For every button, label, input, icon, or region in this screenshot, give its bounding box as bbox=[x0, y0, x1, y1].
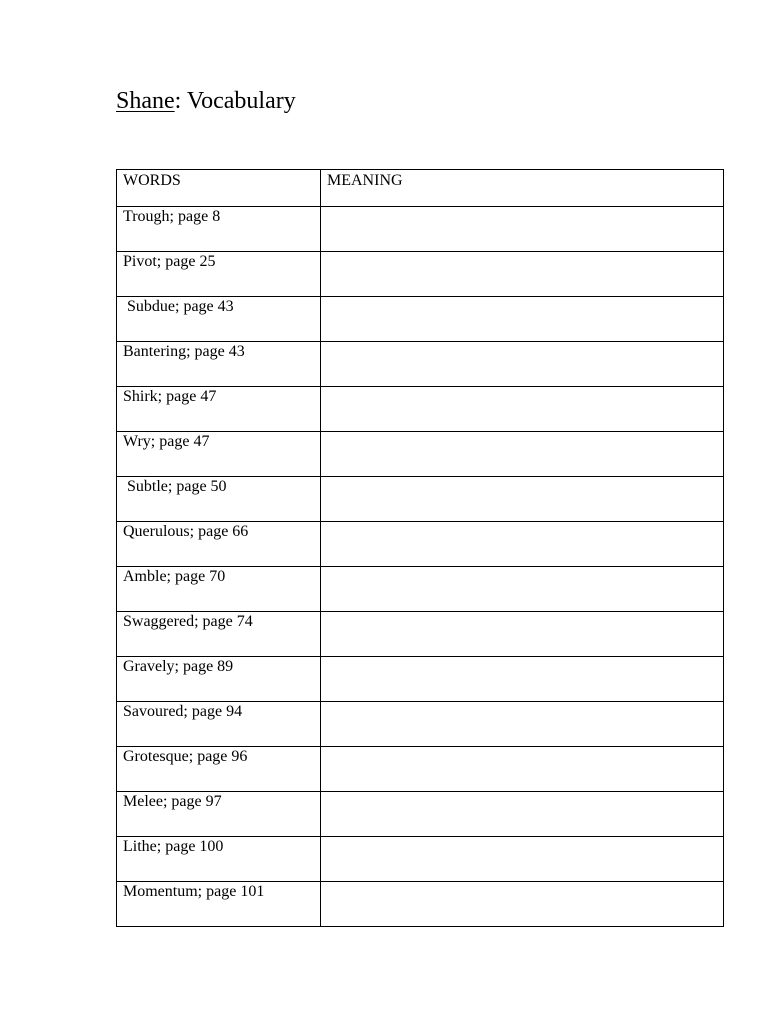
table-row bbox=[117, 207, 724, 252]
book-title: Shane bbox=[116, 88, 175, 114]
meaning-cell[interactable] bbox=[321, 432, 724, 477]
table-row bbox=[117, 522, 724, 567]
table-row bbox=[117, 432, 724, 477]
table-row bbox=[117, 657, 724, 702]
header-words: WORDS bbox=[117, 170, 321, 207]
word-cell: Momentum; page 101 bbox=[117, 882, 321, 927]
word-cell: Wry; page 47 bbox=[117, 432, 321, 477]
word-cell: Bantering; page 43 bbox=[117, 342, 321, 387]
meaning-cell[interactable] bbox=[321, 252, 724, 297]
word-cell: Gravely; page 89 bbox=[117, 657, 321, 702]
title-suffix: : Vocabulary bbox=[174, 88, 296, 114]
table-row bbox=[117, 792, 724, 837]
table-row bbox=[117, 252, 724, 297]
meaning-cell[interactable] bbox=[321, 342, 724, 387]
word-cell: Savoured; page 94 bbox=[117, 702, 321, 747]
table-row bbox=[117, 837, 724, 882]
word-cell: Subtle; page 50 bbox=[117, 477, 321, 522]
meaning-cell[interactable] bbox=[321, 612, 724, 657]
word-cell: Pivot; page 25 bbox=[117, 252, 321, 297]
meaning-cell[interactable] bbox=[321, 747, 724, 792]
table-row bbox=[117, 387, 724, 432]
word-cell: Lithe; page 100 bbox=[117, 837, 321, 882]
table-row bbox=[117, 477, 724, 522]
word-cell: Swaggered; page 74 bbox=[117, 612, 321, 657]
vocabulary-table bbox=[116, 169, 724, 927]
table-row bbox=[117, 702, 724, 747]
meaning-cell[interactable] bbox=[321, 702, 724, 747]
meaning-cell[interactable] bbox=[321, 207, 724, 252]
word-cell: Melee; page 97 bbox=[117, 792, 321, 837]
word-cell: Shirk; page 47 bbox=[117, 387, 321, 432]
table-row bbox=[117, 297, 724, 342]
table-row bbox=[117, 612, 724, 657]
meaning-cell[interactable] bbox=[321, 837, 724, 882]
vocabulary-table-body bbox=[117, 170, 724, 927]
table-row bbox=[117, 747, 724, 792]
header-meaning: MEANING bbox=[321, 170, 724, 207]
word-cell: Grotesque; page 96 bbox=[117, 747, 321, 792]
word-cell: Subdue; page 43 bbox=[117, 297, 321, 342]
table-row bbox=[117, 342, 724, 387]
meaning-cell[interactable] bbox=[321, 882, 724, 927]
page-title bbox=[116, 86, 296, 116]
meaning-cell[interactable] bbox=[321, 387, 724, 432]
table-header-row bbox=[117, 170, 724, 207]
word-cell: Querulous; page 66 bbox=[117, 522, 321, 567]
table-row bbox=[117, 567, 724, 612]
meaning-cell[interactable] bbox=[321, 567, 724, 612]
word-cell: Amble; page 70 bbox=[117, 567, 321, 612]
meaning-cell[interactable] bbox=[321, 477, 724, 522]
meaning-cell[interactable] bbox=[321, 792, 724, 837]
word-cell: Trough; page 8 bbox=[117, 207, 321, 252]
meaning-cell[interactable] bbox=[321, 657, 724, 702]
meaning-cell[interactable] bbox=[321, 522, 724, 567]
meaning-cell[interactable] bbox=[321, 297, 724, 342]
table-row bbox=[117, 882, 724, 927]
